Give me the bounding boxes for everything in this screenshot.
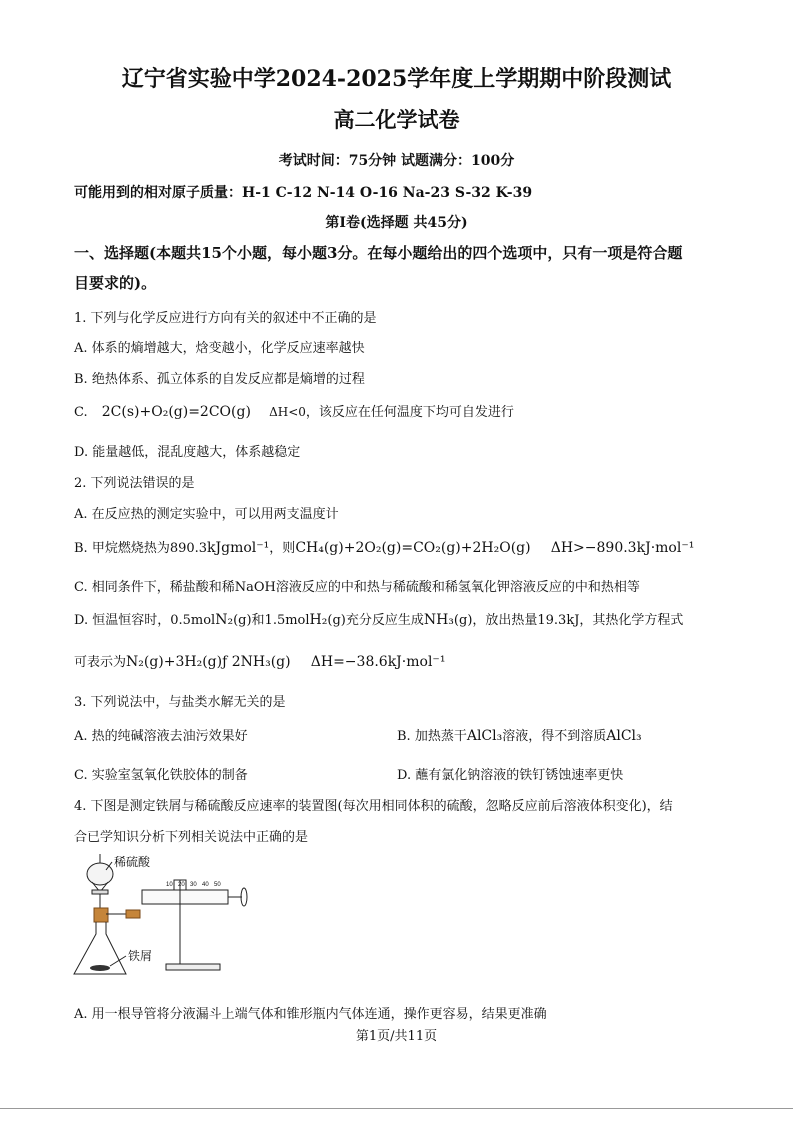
q3-stem: 3. 下列说法中，与盐类水解无关的是: [74, 695, 286, 710]
q1-c-formula: 2C(s)+O₂(g)=2CO(g): [101, 404, 251, 420]
q1-option-a: A. 体系的熵增越大，焓变越小，化学反应速率越快: [74, 341, 365, 356]
q2-b-prefix: B. 甲烷燃烧热为890.3: [74, 541, 208, 556]
syringe-tick-50: 50: [214, 882, 221, 888]
q1-option-c: [74, 401, 514, 420]
q3-b-text-a: B. 加热蒸干: [397, 729, 467, 744]
q3-b-text-b: 溶液，得不到溶质: [502, 729, 607, 744]
instructions-line1: 一、选择题(本题共15个小题，每小题3分。在每小题给出的四个选项中，只有一项是符合题: [74, 244, 683, 262]
instructions-line2: 目要求的)。: [74, 274, 157, 292]
q3-option-c: C. 实验室氢氧化铁胶体的制备: [74, 768, 248, 783]
tube-joint: [126, 910, 140, 918]
q3-option-b: [397, 725, 642, 744]
q1-c-prefix: C.: [74, 405, 88, 420]
q2-b-formula: CH₄(g)+2O₂(g)=CO₂(g)+2H₂O(g): [295, 540, 531, 556]
syringe-tick-30: 30: [190, 882, 197, 888]
q2-option-a: A. 在反应热的测定实验中，可以用两支温度计: [74, 507, 339, 522]
q2-d-text-c: (g)充分反应生成: [327, 613, 424, 628]
page-bottom-divider: [0, 1108, 793, 1109]
syringe-tick-20: 20: [178, 882, 185, 888]
gas-syringe: [142, 888, 247, 906]
q2-d-n2: N₂: [215, 612, 234, 628]
q3-b-formula2: AlCl₃: [606, 728, 642, 744]
iron-filings: [90, 965, 110, 971]
q4-stem-line1: 4. 下图是测定铁屑与稀硫酸反应速率的装置图(每次用相同体积的硫酸，忽略反应前后溶液体积变化)，结: [74, 799, 673, 814]
q2-d-text-b: (g)和1.5mol: [233, 613, 310, 628]
label-dilute-sulfuric-acid: 稀硫酸: [114, 855, 151, 869]
q2-option-d-line2: [74, 651, 445, 670]
exam-title: 辽宁省实验中学2024-2025学年度上学期期中阶段测试: [121, 66, 672, 92]
q4-stem-line2: 合已学知识分析下列相关说法中正确的是: [74, 830, 309, 845]
q2-b-unit: kJgmol⁻¹: [207, 540, 270, 556]
q2-stem: 2. 下列说法错误的是: [74, 476, 195, 491]
q1-c-text: ，该反应在任何温度下均可自发进行: [305, 405, 514, 420]
q2-d-formula: N₂(g)+3H₂(g)ƒ 2NH₃(g): [126, 654, 291, 670]
q2-option-b: [74, 537, 694, 556]
q2-d-nh3: NH₃: [423, 612, 454, 628]
label-iron-filings: 铁屑: [128, 949, 153, 963]
separatory-funnel: [87, 854, 113, 910]
syringe-tick-40: 40: [202, 882, 209, 888]
q2-b-mid: ，则: [269, 541, 296, 556]
q4-option-a: A. 用一根导管将分液漏斗上端气体和锥形瓶内气体连通，操作更容易，结果更准确: [74, 1007, 547, 1022]
reaction-rate-apparatus-diagram: [70, 852, 250, 982]
q2-b-dh: ΔH>−890.3kJ·mol⁻¹: [550, 540, 695, 556]
syringe-tick-10: 10: [166, 882, 173, 888]
page-number: 第1页/共11页: [355, 1029, 438, 1044]
paper-subtitle: 高二化学试卷: [333, 107, 460, 132]
rubber-stopper: [94, 908, 108, 922]
q2-d-text-d: (g)，放出热量19.3kJ，其热化学方程式: [453, 613, 684, 628]
q2-d-line2-text: 可表示为: [74, 655, 127, 670]
atomic-masses: 可能用到的相对原子质量：H-1 C-12 N-14 O-16 Na-23 S-32 K-39: [74, 185, 533, 201]
q2-d-h2: H₂: [309, 612, 328, 628]
q1-c-dh: ΔH<0: [269, 405, 306, 419]
q1-option-b: B. 绝热体系、孤立体系的自发反应都是熵增的过程: [74, 372, 365, 387]
q2-option-d-line1: [74, 609, 683, 628]
q3-option-d: D. 蘸有氯化钠溶液的铁钉锈蚀速率更快: [397, 768, 624, 783]
q1-option-d: D. 能量越低，混乱度越大，体系越稳定: [74, 445, 301, 460]
q3-b-formula1: AlCl₃: [466, 728, 503, 744]
q2-d-text-a: D. 恒温恒容时，0.5mol: [74, 613, 216, 628]
section-heading: 第Ⅰ卷(选择题 共45分): [325, 215, 468, 231]
q2-option-c: C. 相同条件下，稀盐酸和稀NaOH溶液反应的中和热与稀硫酸和稀氢氧化钾溶液反应的中和热相等: [74, 580, 640, 595]
exam-info: 考试时间：75分钟 试题满分：100分: [278, 153, 515, 169]
q3-option-a: A. 热的纯碱溶液去油污效果好: [74, 729, 248, 744]
q1-stem: 1. 下列与化学反应进行方向有关的叙述中不正确的是: [74, 311, 377, 326]
q2-d-dh: ΔH=−38.6kJ·mol⁻¹: [310, 654, 446, 670]
